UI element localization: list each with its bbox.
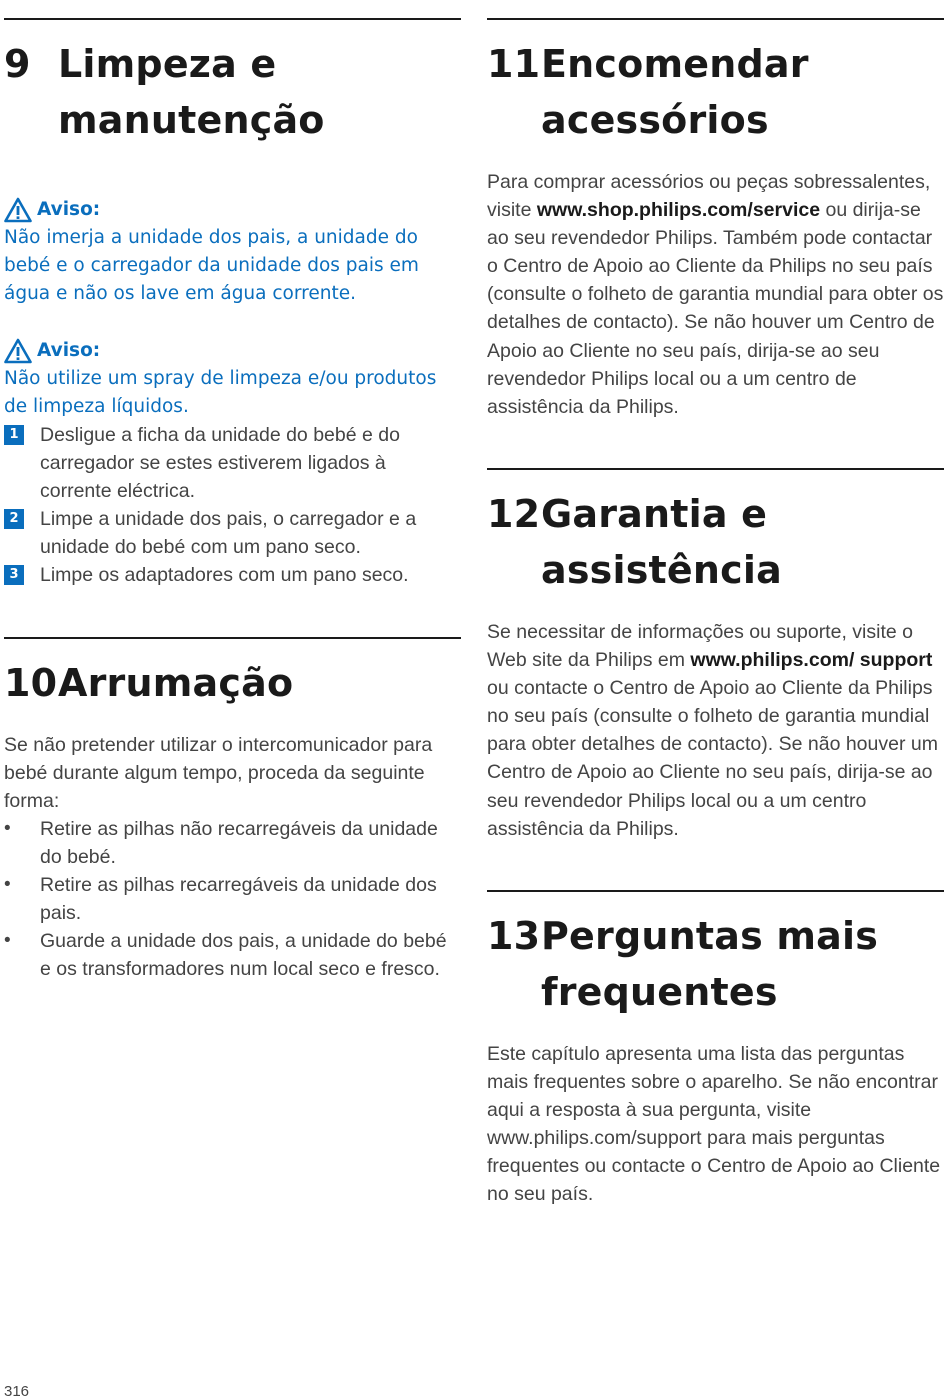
warning-triangle-icon — [4, 197, 32, 223]
section-10-title: Arrumação — [58, 661, 294, 705]
warning-triangle-icon — [4, 338, 32, 364]
bullet-text: Retire as pilhas não recarregáveis da unidade do bebé. — [40, 818, 438, 869]
bullet-dot: • — [4, 930, 11, 952]
step-text: Limpe os adaptadores com um pano seco. — [40, 564, 409, 587]
step-item — [4, 561, 461, 589]
section-9-title-line2: manutenção — [58, 98, 325, 142]
step-item — [4, 505, 461, 561]
step-number-badge: 3 — [4, 565, 24, 585]
bullet-text: Retire as pilhas recarregáveis da unidade dos pais. — [40, 874, 437, 925]
step-number-badge: 1 — [4, 425, 24, 445]
section-9-heading — [4, 36, 461, 148]
section-9-rule — [4, 18, 461, 20]
support-link[interactable]: www.philips.com/ support — [690, 649, 933, 672]
section-9-title-line1: Limpeza e — [58, 42, 277, 86]
step-text: Desligue a ficha da unidade do bebé e do carregador se estes estiverem ligados à corrente eléctrica. — [40, 424, 400, 503]
section-11-title-line1: Encomendar — [541, 42, 809, 86]
warning-1-text: Não imerja a unidade dos pais, a unidade do bebé e o carregador da unidade dos pais em água e não os lave em água corrente. — [4, 227, 419, 305]
shop-link[interactable]: www.shop.philips.com/service — [536, 199, 821, 222]
section-10-heading — [4, 655, 461, 711]
section-10-intro: Se não pretender utilizar o intercomunicador para bebé durante algum tempo, proceda da seguinte forma: — [4, 734, 433, 813]
bullet-item — [4, 871, 461, 927]
bullet-item — [4, 815, 461, 871]
section-13-title-line2: frequentes — [541, 970, 778, 1014]
warning-1-label: Aviso: — [37, 199, 101, 220]
section-10-number: 10 — [4, 661, 58, 705]
section-12-heading — [487, 486, 944, 598]
section-12-title-line2: assistência — [541, 548, 782, 592]
bullet-item — [4, 927, 461, 983]
section-11-title-line2: acessórios — [541, 98, 769, 142]
section-13-heading — [487, 908, 944, 1020]
storage-bullets — [4, 815, 461, 984]
warning-2-label: Aviso: — [37, 340, 101, 361]
bullet-text: Guarde a unidade dos pais, a unidade do bebé e os transformadores num local seco e fresco. — [40, 930, 447, 981]
warning-2-text: Não utilize um spray de limpeza e/ou produtos de limpeza líquidos. — [4, 368, 437, 418]
bullet-dot: • — [4, 818, 11, 839]
section-13-number: 13 — [487, 914, 541, 958]
section-11-body — [487, 168, 944, 421]
warning-2 — [4, 337, 461, 421]
cleaning-steps — [4, 421, 461, 590]
step-item — [4, 421, 461, 505]
section-11-rule — [487, 18, 944, 20]
section-11-text-before: Para comprar acessórios ou peças sobressalentes, visite — [487, 171, 931, 222]
section-11-heading — [487, 36, 944, 148]
section-9-number: 9 — [4, 42, 31, 86]
warning-1 — [4, 196, 461, 308]
section-11-text-after: ou dirija-se ao seu revendedor Philips. Também pode contactar o Centro de Apoio ao Cliente da Philips no seu país (consulte o folheto de garantia mundial para obter os detalhes de contacto). Se não houver um Centro de Apoio ao Cliente no seu país, dirija-se ao seu revendedor Philips local ou a um centro de assistência da Philips. — [487, 199, 944, 418]
section-13-body: Este capítulo apresenta uma lista das perguntas mais frequentes sobre o aparelho. Se não encontrar aqui a resposta à sua pergunta, visite www.philips.com/support para mais perguntas frequentes ou contacte o Centro de Apoio ao Cliente no seu país. — [487, 1043, 941, 1206]
section-12-text-after: ou contacte o Centro de Apoio ao Cliente da Philips no seu país (consulte o folheto de garantia mundial para obter detalhes de contacto). Se não houver um Centro de Apoio ao Cliente no seu país, dirija-se ao seu revendedor Philips local ou a um centro assistência da Philips. — [487, 677, 938, 840]
section-12-rule — [487, 468, 944, 470]
section-12-text-before: Se necessitar de informações ou suporte, visite o Web site da Philips em — [487, 621, 913, 672]
page-number: 316 — [4, 1383, 30, 1400]
section-13-title-line1: Perguntas mais — [541, 914, 879, 958]
section-12-title-line1: Garantia e — [541, 492, 768, 536]
section-12-body — [487, 618, 944, 843]
section-13-rule — [487, 890, 944, 892]
section-11-number: 11 — [487, 42, 541, 86]
bullet-dot: • — [4, 874, 11, 896]
step-number-badge: 2 — [4, 509, 24, 529]
section-10-rule — [4, 637, 461, 639]
step-text: Limpe a unidade dos pais, o carregador e a unidade do bebé com um pano seco. — [40, 508, 417, 559]
section-12-number: 12 — [487, 492, 541, 536]
